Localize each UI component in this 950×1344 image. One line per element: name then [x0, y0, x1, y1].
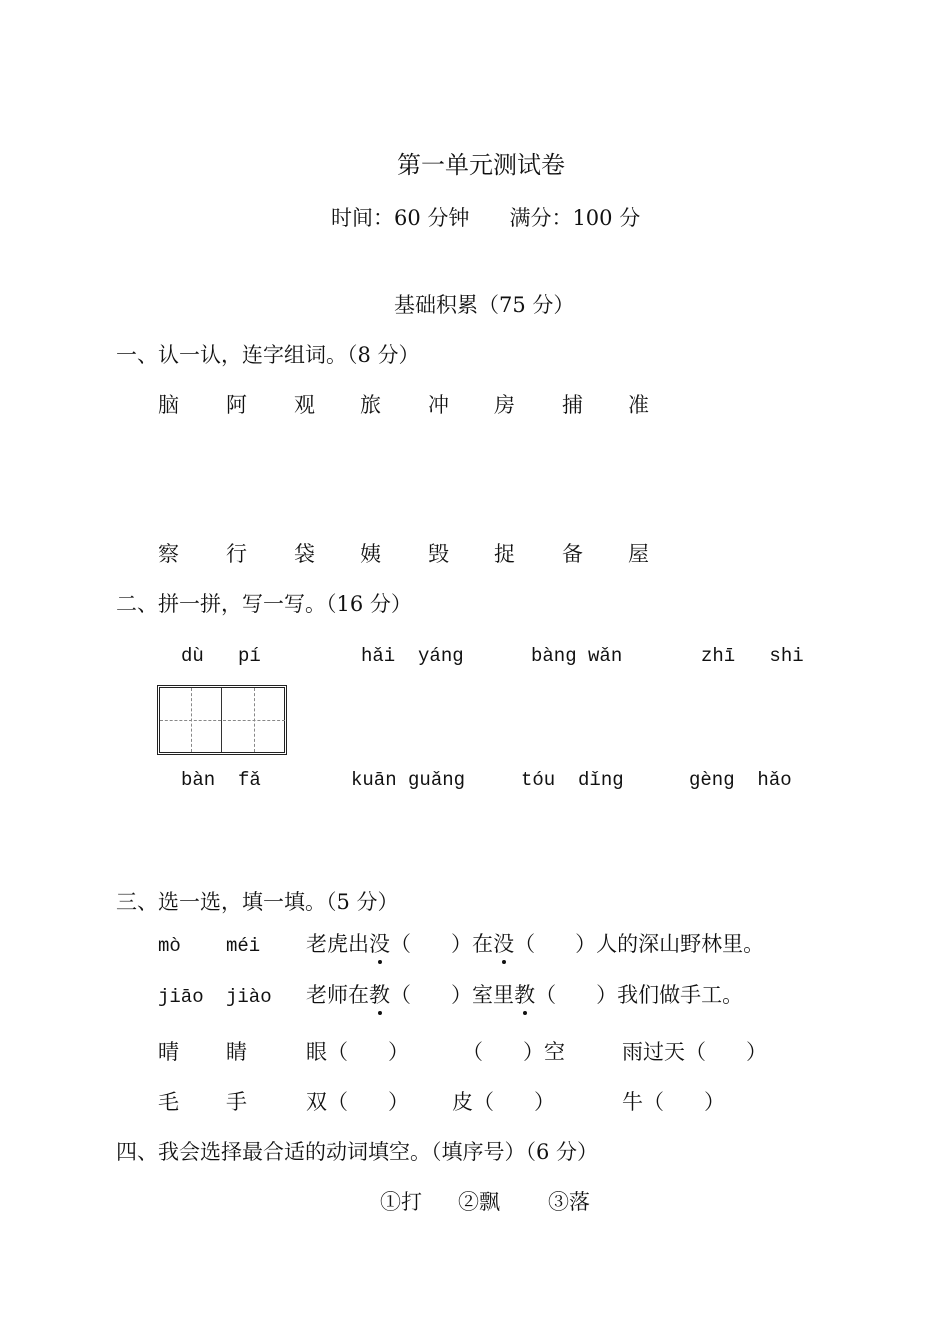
q3-sentence-2: [306, 982, 743, 1008]
q2-pinyin: kuān guǎng: [351, 769, 466, 791]
q1-char: 袋: [294, 542, 315, 566]
q1-char: 脑: [158, 393, 179, 417]
q1-char: 行: [226, 542, 247, 566]
q2-pinyin: dù pí: [181, 645, 261, 667]
dotted-char: 没: [493, 932, 515, 956]
q3-sentence-1: [306, 931, 764, 957]
q1-char: 阿: [226, 393, 247, 417]
q3-choice: 手: [226, 1090, 247, 1114]
q1-char: 察: [158, 542, 179, 566]
q1-heading: 一、认一认，连字组词。（8 分）: [116, 343, 420, 367]
q3-blank: 皮（ ）: [452, 1090, 556, 1114]
sentence-text: 老虎出: [306, 932, 369, 956]
q3-pinyin: mò: [158, 935, 181, 957]
q1-char: 毁: [428, 542, 449, 566]
q3-heading: 三、选一选，填一填。（5 分）: [116, 890, 399, 914]
q1-char: 捕: [562, 393, 583, 417]
writing-cell[interactable]: [160, 688, 222, 752]
q2-pinyin: bàng wǎn: [531, 645, 623, 667]
q3-pinyin: méi: [226, 935, 261, 957]
q4-option: ①打: [380, 1190, 422, 1214]
q3-blank: 眼（ ）: [306, 1040, 410, 1064]
dotted-char: 没: [369, 932, 390, 956]
q2-pinyin: gèng hǎo: [689, 769, 792, 791]
q1-char: 观: [294, 393, 315, 417]
q1-char: 准: [628, 393, 649, 417]
sentence-text: （ ）在: [390, 932, 494, 956]
q1-char: 冲: [428, 393, 449, 417]
sentence-text: （ ）我们做手工。: [535, 983, 744, 1007]
q3-blank: 牛（ ）: [622, 1090, 726, 1114]
dotted-char: 教: [369, 983, 390, 1007]
q2-pinyin: zhī shi: [701, 645, 804, 667]
q3-choice: 睛: [226, 1040, 247, 1064]
q3-blank: 双（ ）: [306, 1090, 410, 1114]
q3-choice: 毛: [158, 1090, 179, 1114]
q4-option: ②飘: [458, 1190, 500, 1214]
sentence-text: 老师在: [306, 983, 369, 1007]
q4-option: ③落: [548, 1190, 590, 1214]
page-subtitle: 时间：60 分钟 满分：100 分: [331, 206, 641, 230]
q3-pinyin: jiào: [226, 986, 272, 1008]
q1-char: 房: [494, 393, 515, 417]
q1-char: 姨: [360, 542, 381, 566]
dotted-char: 教: [514, 983, 536, 1007]
q3-blank: 雨过天（ ）: [622, 1040, 768, 1064]
q2-pinyin: bàn fǎ: [181, 769, 261, 791]
q1-char: 旅: [360, 393, 381, 417]
q3-blank: （ ）空: [462, 1040, 566, 1064]
section-title: 基础积累（75 分）: [394, 293, 575, 317]
sentence-text: （ ）室里: [390, 983, 515, 1007]
sentence-text: （ ）人的深山野林里。: [514, 932, 765, 956]
writing-grid[interactable]: [157, 685, 287, 755]
q2-heading: 二、拼一拼，写一写。（16 分）: [116, 592, 412, 616]
q3-pinyin: jiāo: [158, 986, 204, 1008]
q1-char: 屋: [628, 542, 649, 566]
page-title: 第一单元测试卷: [397, 151, 565, 179]
q1-char: 备: [562, 542, 583, 566]
q2-pinyin: hǎi yáng: [361, 645, 464, 667]
q1-char: 捉: [494, 542, 515, 566]
q2-pinyin: tóu dǐng: [521, 769, 624, 791]
q3-choice: 晴: [158, 1040, 179, 1064]
writing-cell[interactable]: [223, 688, 285, 752]
q4-heading: 四、我会选择最合适的动词填空。（填序号）（6 分）: [116, 1140, 599, 1164]
